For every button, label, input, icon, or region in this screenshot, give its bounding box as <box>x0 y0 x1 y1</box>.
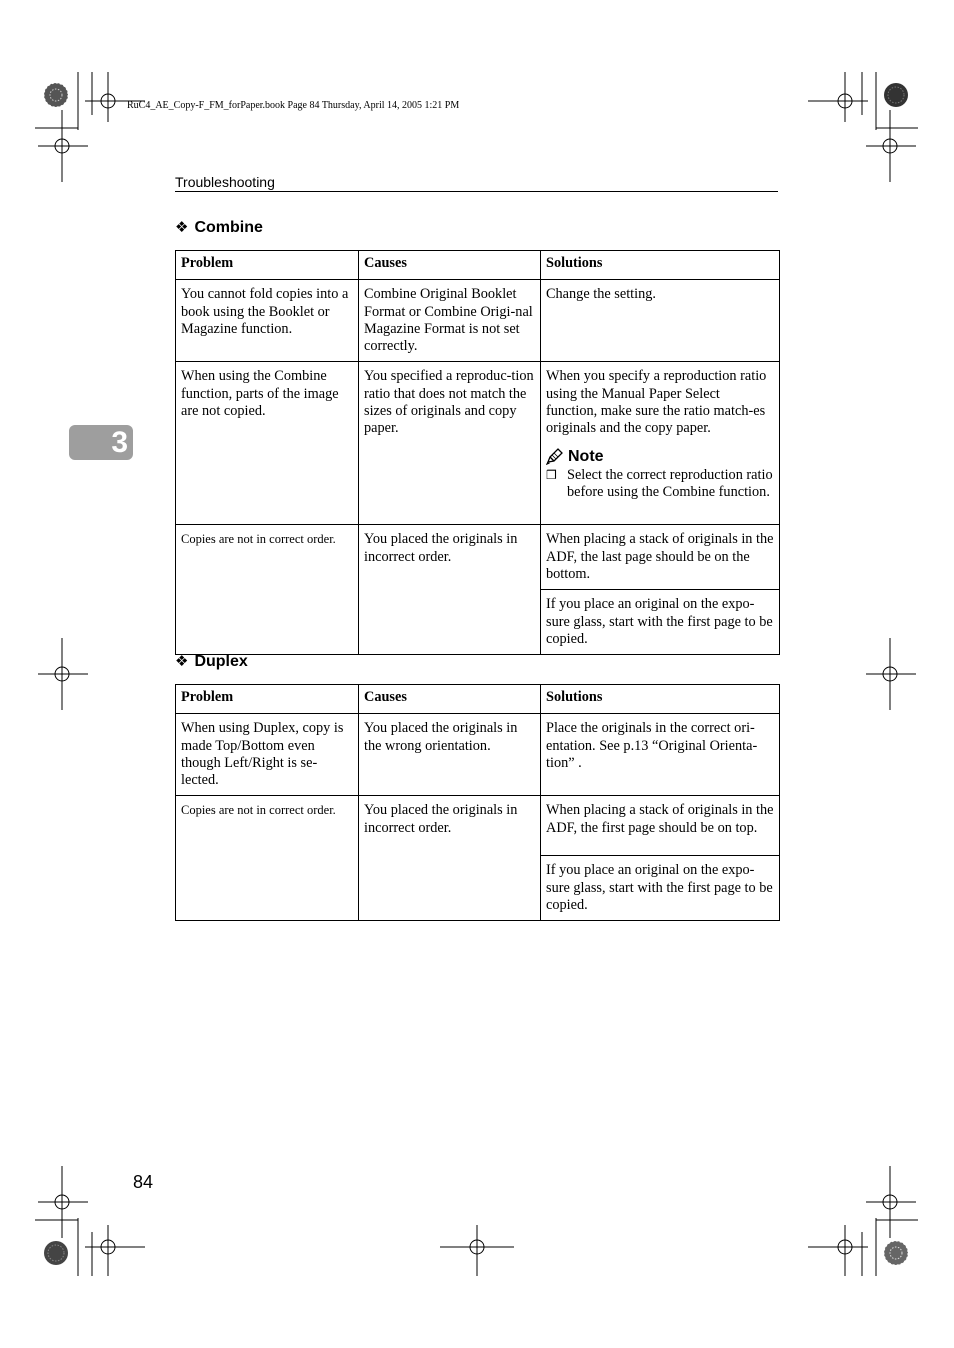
registration-disc-bottom-left <box>44 1241 68 1265</box>
pencil-note-icon <box>546 448 564 465</box>
header-solutions: Solutions <box>541 251 780 280</box>
note-item-text: Select the correct reproduction ratio before using the Combine function. <box>567 466 773 501</box>
header-rule <box>175 191 778 192</box>
solution-cell: When placing a stack of originals in the ADF, the last page should be on the bottom. <box>541 525 780 590</box>
header-solutions: Solutions <box>541 685 780 714</box>
header-problem: Problem <box>176 251 359 280</box>
solution-cell: When placing a stack of originals in the ADF, the first page should be on top. <box>541 796 780 856</box>
table-header-row <box>176 685 780 714</box>
table-row <box>176 714 780 796</box>
problem-cell: When using Duplex, copy is made Top/Bottom even though Left/Right is se-lected. <box>176 714 359 796</box>
page-number: 84 <box>133 1172 154 1192</box>
problem-cell: When using the Combine function, parts of the image are not copied. <box>176 362 359 525</box>
problem-cell: You cannot fold copies into a book using the Booklet or Magazine function. <box>176 280 359 362</box>
combine-heading <box>175 218 263 237</box>
combine-table <box>175 250 780 655</box>
print-header: RuC4_AE_Copy-F_FM_forPaper.book Page 84 Thursday, April 14, 2005 1:21 PM <box>127 100 460 111</box>
table-row <box>176 525 780 590</box>
solution-cell: Place the originals in the correct ori-entation. See p.13 “Original Orienta-tion” . <box>541 714 780 796</box>
solution-cell: Change the setting. <box>541 280 780 362</box>
duplex-heading <box>175 652 248 671</box>
note-item <box>546 467 774 502</box>
chapter-number: 3 <box>111 426 128 459</box>
duplex-table <box>175 684 780 921</box>
chapter-tab <box>69 425 133 460</box>
cause-cell: Combine Original Booklet Format or Combine Origi-nal Magazine Format is not set correctly. <box>359 280 541 362</box>
cause-cell: You specified a reproduc-tion ratio that does not match the sizes of originals and copy paper. <box>359 362 541 525</box>
note-heading <box>546 448 774 465</box>
problem-cell: Copies are not in correct order. <box>176 525 359 655</box>
solution-text: When you specify a reproduction ratio using the Manual Paper Select function, make sure the ratio match-es originals and the copy paper. <box>546 368 767 437</box>
table-header-row <box>176 251 780 280</box>
registration-disc-top-left <box>44 83 68 107</box>
header-causes: Causes <box>359 251 541 280</box>
solution-cell: If you place an original on the expo-sure glass, start with the first page to be copied. <box>541 590 780 655</box>
cause-cell: You placed the originals in the wrong orientation. <box>359 714 541 796</box>
checkbox-icon: ❒ <box>546 467 557 482</box>
registration-disc-bottom-right <box>884 1241 908 1265</box>
duplex-title: Duplex <box>194 653 248 670</box>
table-row <box>176 796 780 856</box>
problem-cell: Copies are not in correct order. <box>176 796 359 921</box>
solution-cell: If you place an original on the expo-sure glass, start with the first page to be copied. <box>541 856 780 921</box>
header-problem: Problem <box>176 685 359 714</box>
diamond-bullet-icon: ❖ <box>175 219 189 236</box>
combine-title: Combine <box>194 219 263 236</box>
note-title: Note <box>568 447 604 465</box>
cause-cell: You placed the originals in incorrect order. <box>359 796 541 921</box>
diamond-bullet-icon: ❖ <box>175 653 189 670</box>
solution-cell <box>541 362 780 525</box>
table-row <box>176 362 780 525</box>
registration-disc-top-right <box>884 83 908 107</box>
header-causes: Causes <box>359 685 541 714</box>
cause-cell: You placed the originals in incorrect order. <box>359 525 541 655</box>
running-head: Troubleshooting <box>175 174 275 190</box>
table-row <box>176 280 780 362</box>
